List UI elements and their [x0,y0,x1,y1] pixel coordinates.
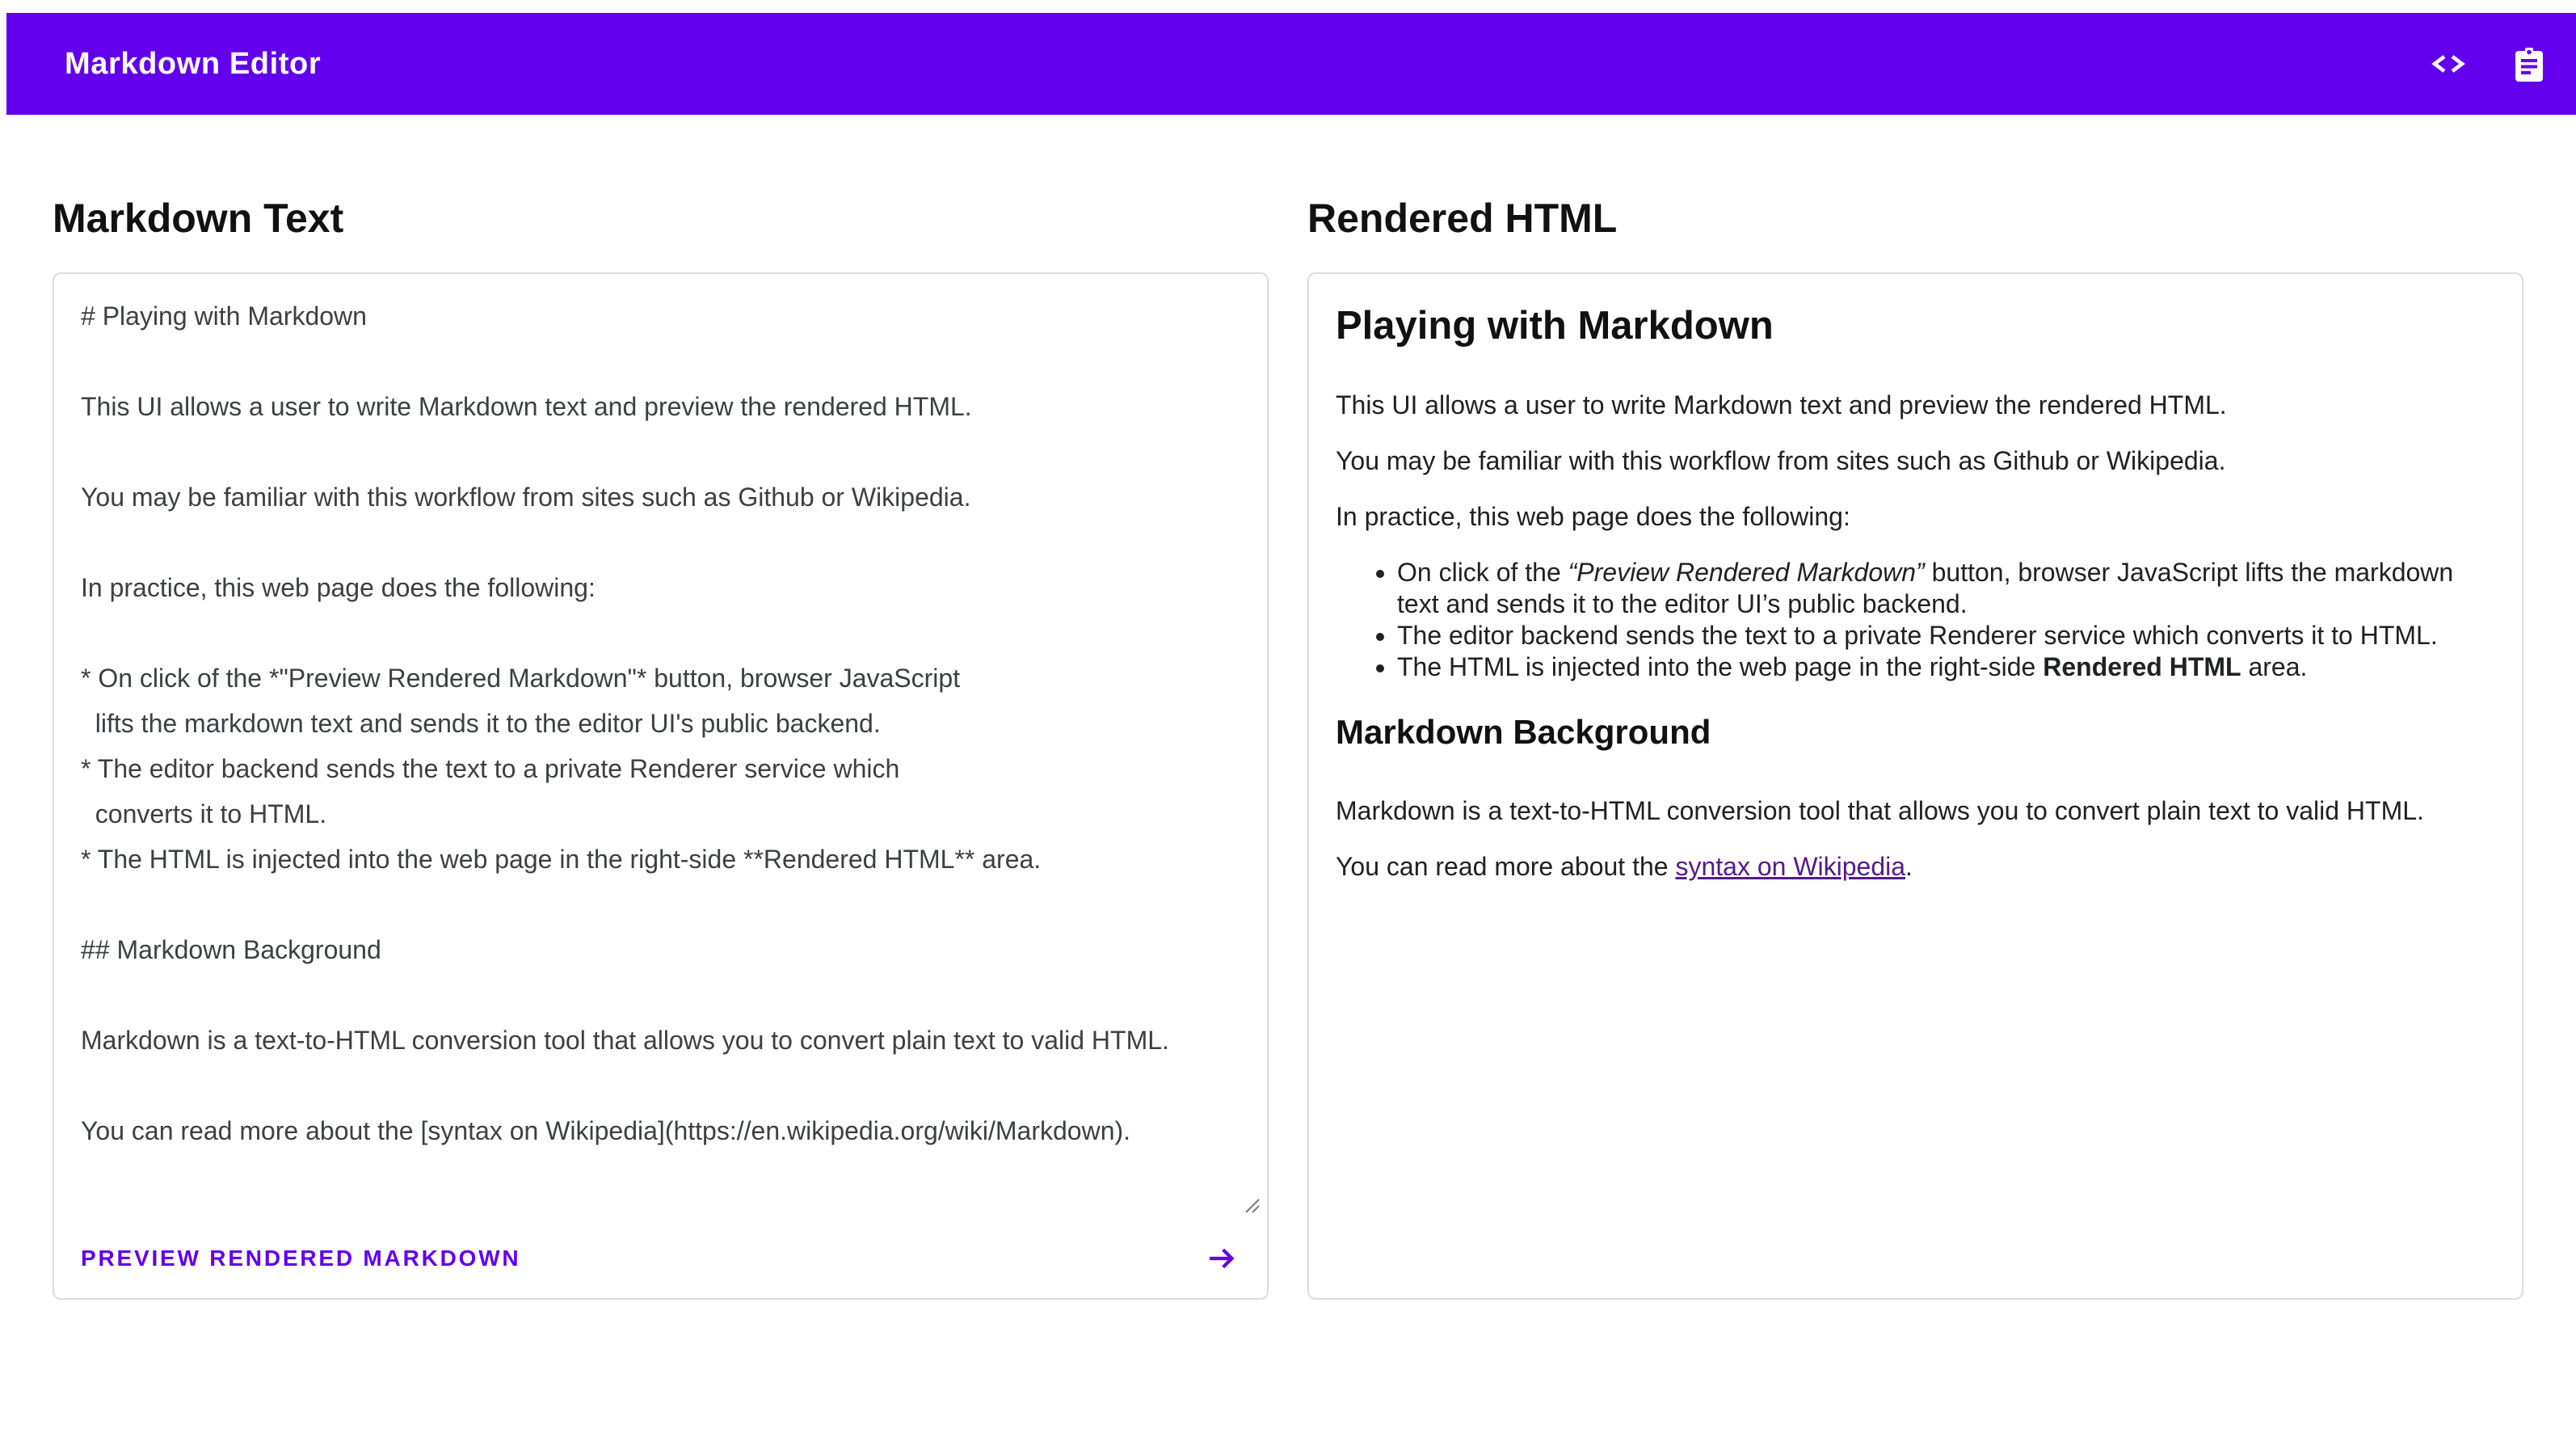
preview-heading: Rendered HTML [1307,196,1618,241]
rendered-list [1336,557,2490,683]
code-icon-glyph [2429,44,2468,83]
arrow-forward-icon [1203,1242,1240,1275]
clipboard-icon-glyph [2510,44,2549,83]
preview-column [1307,194,2523,1300]
preview-submit-arrow[interactable] [1203,1242,1240,1275]
editor-actions [54,1219,1267,1298]
app-bar [6,13,2576,115]
bold-text: Rendered HTML [2043,652,2241,681]
markdown-textarea[interactable] [54,274,1267,1219]
editor-heading: Markdown Text [53,196,344,241]
app-bar-actions [2429,44,2576,83]
main-content [53,194,2523,1300]
italic-text: “Preview Rendered Markdown” [1568,558,1925,587]
rendered-paragraph: In practice, this web page does the following: [1336,502,1850,531]
editor-card [53,272,1269,1300]
app-title: Markdown Editor [65,46,322,81]
rendered-h2: Markdown Background [1336,713,1711,751]
rendered-list-item: • The HTML is injected into the web page in the right-side Rendered HTML area. [1397,651,2490,683]
wikipedia-syntax-link[interactable]: syntax on Wikipedia [1675,852,1906,881]
rendered-list-item: • The editor backend sends the text to a private Renderer service which converts it to HTML. [1397,620,2490,651]
preview-rendered-markdown-button[interactable]: PREVIEW RENDERED MARKDOWN [81,1246,521,1271]
rendered-paragraph: This UI allows a user to write Markdown text and preview the rendered HTML. [1336,390,2227,419]
rendered-list-item: • On click of the “Preview Rendered Markdown” button, browser JavaScript lifts the markdown text and sends it to the editor UI’s public backend. [1397,557,2490,620]
resize-grip-icon[interactable] [1243,1196,1261,1214]
rendered-paragraph: You may be familiar with this workflow from sites such as Github or Wikipedia. [1336,446,2226,475]
editor-body [54,274,1267,1219]
code-icon[interactable] [2429,44,2468,83]
rendered-paragraph: Markdown is a text-to-HTML conversion tool that allows you to convert plain text to valid HTML. [1336,796,2424,825]
clipboard-icon[interactable] [2510,44,2549,83]
preview-card [1307,272,2523,1300]
rendered-h1: Playing with Markdown [1336,304,1774,348]
editor-column [53,194,1269,1300]
rendered-paragraph: You can read more about the syntax on Wikipedia. [1336,852,1913,881]
